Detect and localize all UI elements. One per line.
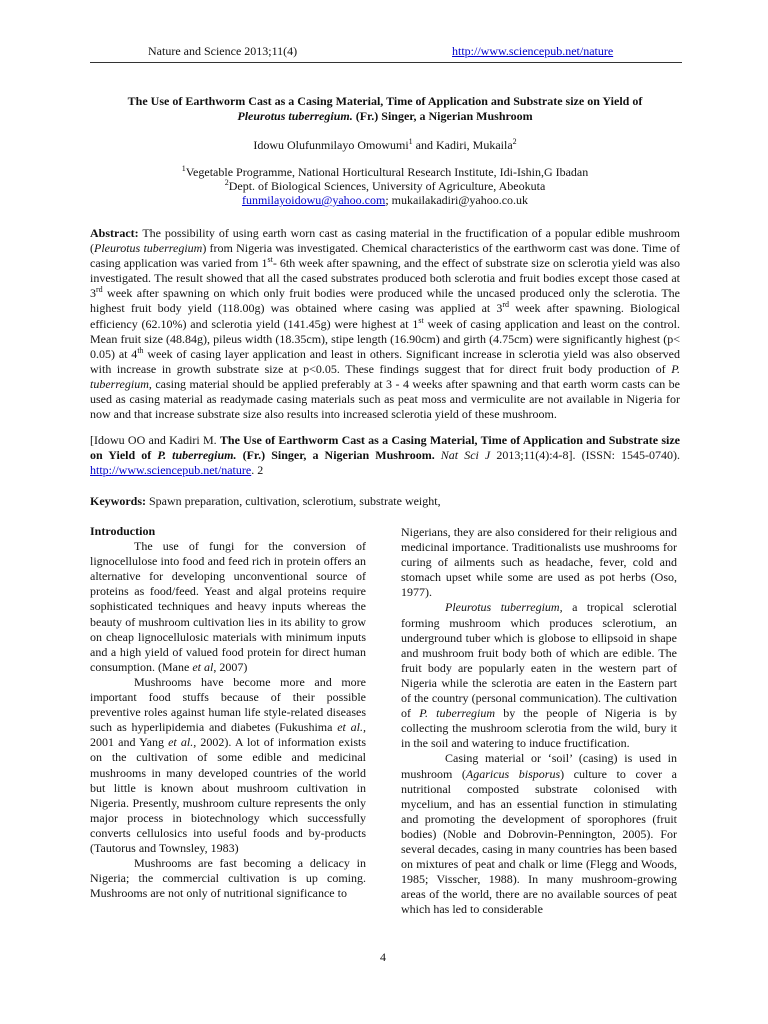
right-p2-italic: Pleurotus tuberregium,: [445, 600, 563, 615]
citation-title-1: The Use of Earthworm Cast as a Casing Material, Time of Application and Substrate size on Yield of: [90, 433, 680, 462]
right-paragraph-2: [401, 600, 677, 751]
right-paragraph-3: [401, 751, 677, 917]
citation-title-2: (Fr.) Singer, a Nigerian Mushroom.: [236, 448, 435, 462]
abstract-text-2: ) from Nigeria was investigated. Chemical characteristics of the earthworm cast was done. Time of casing application was varied from 1: [90, 241, 680, 271]
abstract-text-1: The possibility of using earth worn cast as casing material in the fructification of a popular edible mushroom (: [90, 226, 680, 256]
abstract-italic-2: P. tuberregium: [90, 361, 680, 391]
affiliations: [90, 165, 680, 207]
affil-1-sup: 1: [181, 164, 186, 173]
right-p3-italic: Agaricus bisporus: [465, 766, 561, 781]
author-1-sup: 1: [408, 137, 413, 146]
abstract-text-6: week of casing application and least on the control. Mean fruit size (48.84g), pileus width (18.35cm), stipe length (16.90cm) and girth (4.75cm) were significantly highest (p< 0.05) at 4: [90, 316, 680, 361]
right-p2-italic-2: P. tuberregium: [419, 706, 496, 721]
citation-tail: . 2: [251, 463, 264, 477]
introduction-heading: Introduction: [90, 524, 156, 538]
page-number: 4: [380, 950, 386, 964]
intro-paragraph-1: [90, 539, 366, 675]
title-line-2: (Fr.) Singer, a Nigerian Mushroom: [352, 109, 533, 123]
abstract-sup-2: rd: [96, 285, 103, 295]
abstract-italic-1: Pleurotus tuberregium: [94, 241, 203, 256]
author-2: and Kadiri, Mukaila: [412, 138, 513, 152]
abstract-text-3: - 6th week after spawning, and the effect of substrate size on sclerotia yield was also investigated. The result showed that all the cased substrates produced both sclerotia and fruit bodies except those cased at 3: [90, 256, 680, 301]
title-species: Pleurotus tuberregium.: [237, 109, 353, 123]
email-2: ; mukailakadiri@yahoo.co.uk: [385, 193, 529, 207]
abstract-sup-5: th: [137, 345, 144, 355]
intro-paragraph-2: [90, 675, 366, 856]
abstract-sup-4: st: [418, 315, 424, 325]
right-p2-a: a tropical sclerotial forming mushroom which produces sclerotium, an underground tuber which is globose to ellipsoid in shape and mushroom fruit body both of which are edible. The fruit body are popularly eaten in the western part of Nigeria while the sclerotia are eaten in the Eastern part of the country (personal communication). The cultivation of: [401, 600, 677, 721]
email-link[interactable]: funmilayoidowu@yahoo.com: [241, 193, 386, 207]
author-1: Idowu Olufunmilayo Omowumi: [253, 138, 409, 152]
citation-species: P. tuberregium.: [157, 448, 237, 462]
intro-p2-italic-1: et al.,: [337, 720, 366, 735]
keywords-label: Keywords:: [90, 494, 146, 508]
citation-journal: Nat Sci J: [434, 448, 491, 462]
intro-p1-text: The use of fungi for the conversion of lignocellulose into food and feed rich in protein offers an alternative for developing unconventional source of proteins as food/feed. Yeast and algal proteins require sophisticated techniques and heavy inputs whereas the beauty of mushroom cultivation lies in its ability to grow on cheap lignocellulosic materials with minimum inputs and a high yield of valued food protein for direct human consumption. (Mane: [90, 539, 366, 674]
right-p2-b: by the people of Nigeria is by collecting the mushroom sclerotia from the wild, bury it in the soil and watering to induce fructification.: [401, 706, 677, 751]
intro-p1-end: , 2007): [213, 659, 248, 674]
journal-header: Nature and Science 2013;11(4): [148, 44, 298, 58]
affiliation-2: Dept. of Biological Sciences, University of Agriculture, Abeokuta: [228, 179, 546, 193]
author-list: [90, 138, 680, 153]
affil-2-sup: 2: [224, 178, 229, 187]
abstract-text-4: week after spawning on which only fruit bodies were produced while the uncased produced only the sclerotia. The highest fruit body yield (118.00g) was obtained where casing was applied at 3: [90, 286, 680, 316]
abstract: [90, 226, 680, 422]
intro-p1-italic: et al: [192, 659, 214, 674]
author-2-sup: 2: [512, 137, 517, 146]
keywords-text: Spawn preparation, cultivation, sclerotium, substrate weight,: [146, 494, 441, 508]
abstract-text-8: , casing material should be applied preferably at 3 - 4 weeks after spawning and that earth worm casts can be used as casing material as readymade casing materials such as peat moss and vermiculite are not available in Nigeria for now and that increase substrate size also results into increased sclerotia yield of these mushroom.: [90, 376, 680, 422]
right-p3-b: ) culture to cover a nutritional composted substrate colonised with mycelium, and has an essential function in stimulating and promoting the development of sporophores (fruit bodies) (Noble and Dobrovin-Pennington, 2005). For several decades, casing in many countries has been based on mixtures of peat and chalk or lime (Flegg and Woods, 1985; Visscher, 1988). In many mushroom-growing areas of the world, there are no available sources of peat which has led to considerable: [401, 766, 677, 917]
citation: [90, 433, 680, 478]
abstract-sup-1: st: [267, 255, 273, 265]
intro-p2-b: 2001 and Yang: [90, 735, 169, 750]
intro-p2-c: 2002). A lot of information exists on the cultivation of some edible and medicinal mushrooms in many developed countries of the world but little is known about mushroom cultivation in Nigeria. Presently, mushroom culture represents the only major process in biotechnology which successfully converts cellulosics into useful foods and by-products (Tautorus and Townsley, 1983): [90, 735, 367, 855]
abstract-text-5: week after spawning. Biological efficiency (62.10%) and sclerotia yield (141.45g) were highest at 1: [90, 301, 680, 331]
abstract-text-7: week of casing layer application and least in others. Significant increase in sclerotia yield was also observed with increase in growth substrate size at p<0.05. These findings suggest that for direct fruit body production of: [90, 346, 681, 376]
right-paragraph-1: Nigerians, they are also considered for their religious and medicinal importance. Traditionalists use mushrooms for curing of ailments such as headache, fever, cold and stomach upset while some are used as pot herbs (Oso, 1977).: [401, 525, 677, 600]
right-p3-a: Casing material or ‘soil’ (casing) is used in mushroom (: [401, 751, 677, 781]
intro-p2-italic-2: et al.,: [168, 735, 197, 750]
citation-open: [Idowu OO and Kadiri M.: [90, 433, 220, 447]
right-column: [401, 525, 677, 917]
affiliation-1: Vegetable Programme, National Horticultural Research Institute, Idi-Ishin,G Ibadan: [185, 165, 589, 179]
abstract-sup-3: rd: [502, 300, 510, 310]
intro-p2-a: Mushrooms have become more and more important food stuffs because of their possible preventive roles against human life style-related diseases such as hyperlipidemia and diabetes (Fukushima: [90, 674, 366, 735]
journal-url-link[interactable]: http://www.sciencepub.net/nature: [452, 44, 614, 58]
paper-title: [90, 94, 680, 124]
left-column: [90, 524, 366, 901]
citation-rest: 2013;11(4):4-8]. (ISSN: 1545-0740).: [490, 448, 681, 462]
intro-paragraph-3: Mushrooms are fast becoming a delicacy in Nigeria; the commercial cultivation is up coming. Mushrooms are not only of nutritional significance to: [90, 856, 366, 901]
citation-link[interactable]: http://www.sciencepub.net/nature: [90, 463, 252, 477]
abstract-label: Abstract:: [90, 226, 139, 240]
header-rule: [90, 62, 682, 63]
keywords: [90, 494, 680, 509]
title-line-1: The Use of Earthworm Cast as a Casing Material, Time of Application and Substrate size on Yield of: [127, 94, 643, 108]
